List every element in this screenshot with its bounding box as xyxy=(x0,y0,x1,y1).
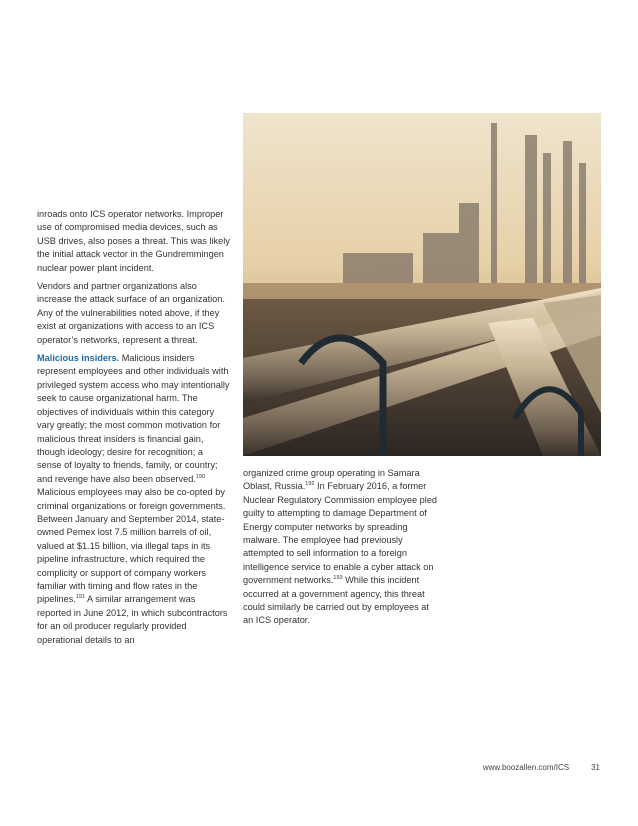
right-column xyxy=(243,467,439,633)
paragraph-text: organized crime group operating in Samara Oblast, Russia. xyxy=(243,468,420,492)
paragraph-text: Malicious employees may also be co-opted by criminal organizations or foreign governments. Between January and September 2014, state-owned Pemex lost 7.5 million barrels of oil, valued at $1.15 billion, via illegal taps in its pipeline infrastructure, which required the complicity or support of company workers familiar with timing and flow rates in the pipelines. xyxy=(37,487,226,605)
footnote-ref: 190 xyxy=(195,473,206,480)
pipeline-photo-icon xyxy=(243,113,601,456)
paragraph-text: In February 2016, a former Nuclear Regulatory Commission employee pled guilty to attempting to damage Department of Energy computer networks by spreading malware. The employee had previously attempted to sell information to a foreign intelligence service to enable a cyber attack on government networks. xyxy=(243,481,438,586)
paragraph-text: A similar arrangement was reported in June 2012, in which subcontractors for an oil producer regularly provided operational details to an xyxy=(37,594,228,645)
paragraph-removable-media: inroads onto ICS operator networks. Improper use of compromised media devices, such as USB drives, also poses a threat. This was likely the initial attack vector in the Gundremmingen nuclear power plant incident. xyxy=(37,209,230,273)
page-number: 31 xyxy=(591,763,600,772)
pipeline-photo xyxy=(243,113,601,456)
left-column xyxy=(37,208,230,652)
footnote-ref: 192 xyxy=(305,481,315,488)
paragraph-continued xyxy=(243,467,439,628)
footnote-ref: 193 xyxy=(333,575,343,582)
footnote-ref: 191 xyxy=(75,594,86,601)
paragraph-text: While this incident occurred at a government agency, this threat could similarly be carried out by employees at an ICS operator. xyxy=(243,575,429,626)
footer-url: www.boozallen.com/ICS xyxy=(482,763,570,772)
paragraph-vendors: Vendors and partner organizations also increase the attack surface of an organization. Any of the vulnerabilities noted above, if they exist at organizations with access to an ICS operator’s networks, represent a threat. xyxy=(37,281,225,345)
malicious-insiders-heading: Malicious insiders. xyxy=(37,353,120,364)
page-footer xyxy=(483,763,600,772)
paragraph-text: Malicious insiders represent employees and other individuals with privileged system access who may intentionally seek to cause organizational harm. The objectives of individuals within this category vary greatly; the most common motivation for malicious threat insiders is financial gain, though ideology; desire for recognition; a sense of loyalty to friends, family, or country; and revenge have also been observed. xyxy=(37,353,230,484)
paragraph-malicious-insiders xyxy=(37,352,230,647)
